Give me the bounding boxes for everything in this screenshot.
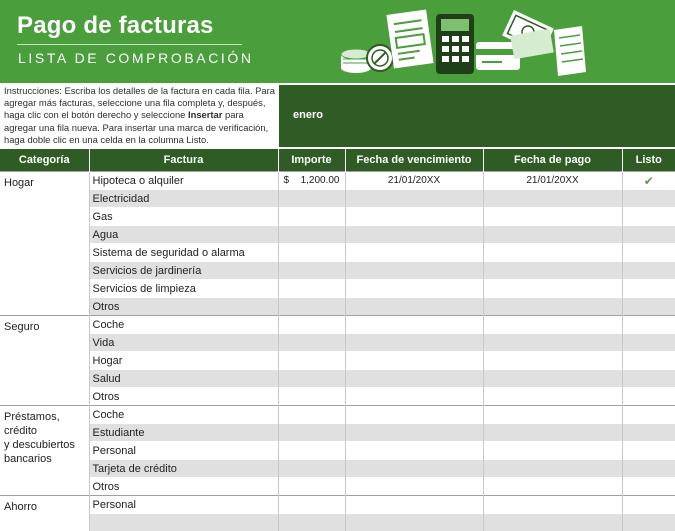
amount-cell[interactable] (278, 262, 345, 280)
bill-cell[interactable]: Tarjeta de crédito (89, 460, 278, 478)
due-date-cell[interactable] (345, 280, 483, 298)
table-row (0, 262, 675, 280)
done-checkmark-cell[interactable] (622, 316, 675, 334)
done-checkmark-cell[interactable] (622, 370, 675, 388)
bill-cell[interactable]: Coche (89, 406, 278, 424)
column-header-amount[interactable]: Importe (278, 149, 345, 172)
paid-date-cell[interactable] (483, 280, 622, 298)
due-date-cell[interactable] (345, 496, 483, 514)
bill-cell[interactable]: Salud (89, 370, 278, 388)
due-date-cell[interactable] (345, 406, 483, 424)
page-subtitle: LISTA DE COMPROBACIÓN (18, 50, 254, 66)
amount-cell[interactable] (278, 460, 345, 478)
column-header-category[interactable]: Categoría (0, 149, 89, 172)
amount-cell[interactable] (278, 280, 345, 298)
paid-date-cell[interactable] (483, 262, 622, 280)
bill-cell[interactable]: Hipoteca o alquiler (89, 172, 278, 190)
receipt-icon (554, 26, 586, 76)
coins-icon (341, 45, 393, 73)
paid-date-cell[interactable] (483, 514, 622, 531)
paid-date-cell[interactable] (483, 460, 622, 478)
page-title: Pago de facturas (17, 12, 214, 40)
due-date-cell[interactable] (345, 190, 483, 208)
amount-cell[interactable] (278, 424, 345, 442)
table-row (0, 442, 675, 460)
due-date-cell[interactable] (345, 424, 483, 442)
due-date-cell[interactable] (345, 316, 483, 334)
category-cell[interactable]: Seguro (0, 316, 89, 406)
amount-cell[interactable] (278, 244, 345, 262)
table-row (0, 298, 675, 316)
due-date-cell[interactable] (345, 244, 483, 262)
done-checkmark-cell[interactable] (622, 514, 675, 531)
done-checkmark-cell[interactable] (622, 442, 675, 460)
amount-cell[interactable] (278, 334, 345, 352)
table-row (0, 460, 675, 478)
amount-value: 1,200.00 (298, 175, 340, 186)
due-date-cell[interactable] (345, 478, 483, 496)
done-checkmark-cell[interactable] (622, 244, 675, 262)
month-label: enero (293, 109, 323, 121)
table-row (0, 514, 675, 531)
paid-date-cell[interactable] (483, 190, 622, 208)
table-row (0, 370, 675, 388)
paid-date-cell[interactable] (483, 478, 622, 496)
table-row (0, 172, 675, 190)
paid-date-cell[interactable] (483, 370, 622, 388)
due-date-cell[interactable] (345, 298, 483, 316)
done-checkmark-cell[interactable] (622, 334, 675, 352)
bill-cell[interactable]: Coche (89, 316, 278, 334)
done-checkmark-cell[interactable] (622, 388, 675, 406)
bill-cell[interactable]: Estudiante (89, 424, 278, 442)
instructions-text: Instrucciones: Escriba los detalles de la factura en cada fila. Para agregar más facturas, seleccione una fila completa y, después, haga clic con el botón derecho y seleccione Insertar para agregar una fila nueva. Para insertar una marca de verificación, haga doble clic en una celda en la columna Listo. (4, 85, 276, 146)
done-checkmark-cell[interactable] (622, 262, 675, 280)
amount-cell[interactable] (278, 208, 345, 226)
due-date-cell[interactable] (345, 460, 483, 478)
bills-table (0, 149, 675, 531)
calculator-icon (436, 14, 474, 74)
bill-cell[interactable]: Personal (89, 496, 278, 514)
bill-cell[interactable]: Otros (89, 298, 278, 316)
invoice-icon (386, 9, 433, 68)
table-row (0, 478, 675, 496)
due-date-cell[interactable]: 21/01/20XX (345, 172, 483, 190)
table-row (0, 406, 675, 424)
done-checkmark-cell[interactable] (622, 280, 675, 298)
amount-cell[interactable] (278, 388, 345, 406)
title-divider (17, 44, 242, 45)
done-checkmark-cell[interactable] (622, 424, 675, 442)
paid-date-cell[interactable] (483, 406, 622, 424)
table-row (0, 316, 675, 334)
done-checkmark-cell[interactable]: ✔ (622, 172, 675, 190)
done-checkmark-cell[interactable] (622, 208, 675, 226)
due-date-cell[interactable] (345, 226, 483, 244)
month-header (279, 85, 675, 147)
amount-cell[interactable] (278, 442, 345, 460)
paid-date-cell[interactable] (483, 334, 622, 352)
table-row (0, 280, 675, 298)
paid-date-cell[interactable]: 21/01/20XX (483, 172, 622, 190)
due-date-cell[interactable] (345, 370, 483, 388)
amount-cell[interactable] (278, 172, 345, 190)
paid-date-cell[interactable] (483, 496, 622, 514)
due-date-cell[interactable] (345, 388, 483, 406)
bill-cell[interactable]: Servicios de jardinería (89, 262, 278, 280)
bill-cell[interactable]: Personal (89, 442, 278, 460)
due-date-cell[interactable] (345, 262, 483, 280)
table-row (0, 424, 675, 442)
amount-cell[interactable] (278, 496, 345, 514)
done-checkmark-cell[interactable] (622, 478, 675, 496)
category-cell[interactable]: Ahorro (0, 496, 89, 531)
paid-date-cell[interactable] (483, 424, 622, 442)
paid-date-cell[interactable] (483, 352, 622, 370)
column-header-paid-date[interactable]: Fecha de pago (483, 149, 622, 172)
paid-date-cell[interactable] (483, 208, 622, 226)
table-row (0, 388, 675, 406)
due-date-cell[interactable] (345, 352, 483, 370)
paid-date-cell[interactable] (483, 316, 622, 334)
amount-cell[interactable] (278, 190, 345, 208)
paid-date-cell[interactable] (483, 388, 622, 406)
amount-cell[interactable] (278, 370, 345, 388)
bill-cell[interactable]: Otros (89, 388, 278, 406)
paid-date-cell[interactable] (483, 442, 622, 460)
header-banner (0, 0, 675, 83)
amount-cell[interactable] (278, 352, 345, 370)
done-checkmark-cell[interactable] (622, 406, 675, 424)
done-checkmark-cell[interactable] (622, 298, 675, 316)
table-row (0, 190, 675, 208)
done-checkmark-cell[interactable] (622, 496, 675, 514)
done-checkmark-cell[interactable] (622, 226, 675, 244)
done-checkmark-cell[interactable] (622, 190, 675, 208)
column-header-due-date[interactable]: Fecha de vencimiento (345, 149, 483, 172)
bill-cell[interactable]: Electricidad (89, 190, 278, 208)
due-date-cell[interactable] (345, 442, 483, 460)
done-checkmark-cell[interactable] (622, 352, 675, 370)
amount-cell[interactable] (278, 406, 345, 424)
column-header-done[interactable]: Listo (622, 149, 675, 172)
bill-cell[interactable] (89, 514, 278, 531)
bill-cell[interactable]: Otros (89, 478, 278, 496)
amount-cell[interactable] (278, 226, 345, 244)
amount-cell[interactable] (278, 514, 345, 531)
table-row (0, 244, 675, 262)
bills-illustration (336, 6, 586, 78)
bill-cell[interactable]: Servicios de limpieza (89, 280, 278, 298)
column-header-bill[interactable]: Factura (89, 149, 278, 172)
table-row (0, 334, 675, 352)
bill-cell[interactable]: Hogar (89, 352, 278, 370)
bill-cell[interactable]: Gas (89, 208, 278, 226)
bill-cell[interactable]: Agua (89, 226, 278, 244)
amount-cell[interactable] (278, 298, 345, 316)
due-date-cell[interactable] (345, 208, 483, 226)
due-date-cell[interactable] (345, 334, 483, 352)
paid-date-cell[interactable] (483, 244, 622, 262)
amount-currency: $ (279, 175, 298, 186)
table-row (0, 226, 675, 244)
category-cell[interactable]: Hogar (0, 172, 89, 316)
paid-date-cell[interactable] (483, 298, 622, 316)
paid-date-cell[interactable] (483, 226, 622, 244)
table-row (0, 496, 675, 514)
amount-cell[interactable] (278, 316, 345, 334)
table-header-row (0, 149, 675, 172)
amount-cell[interactable] (278, 478, 345, 496)
due-date-cell[interactable] (345, 514, 483, 531)
done-checkmark-cell[interactable] (622, 460, 675, 478)
bill-cell[interactable]: Sistema de seguridad o alarma (89, 244, 278, 262)
table-row (0, 352, 675, 370)
category-cell[interactable]: Préstamos, crédito y descubiertos bancarios (0, 406, 89, 496)
bill-cell[interactable]: Vida (89, 334, 278, 352)
table-row (0, 208, 675, 226)
